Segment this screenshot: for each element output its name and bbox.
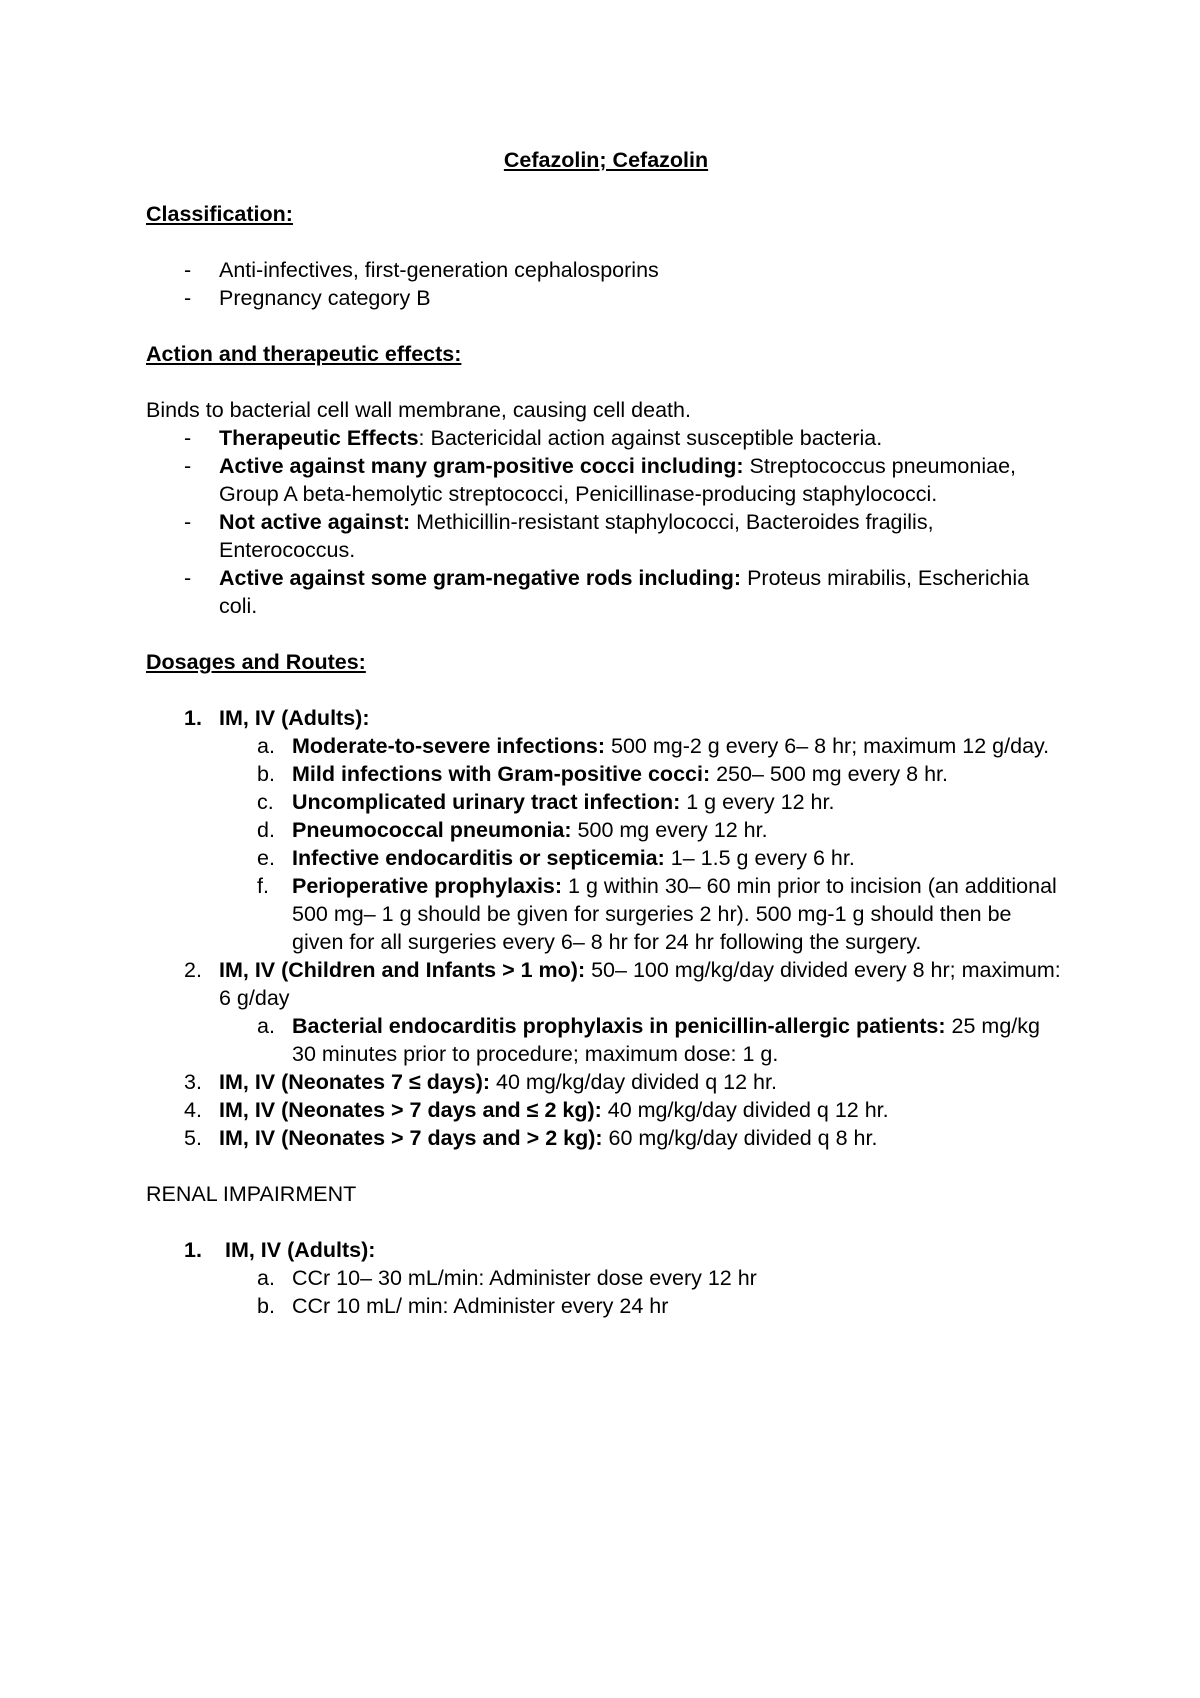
list-item: 5. IM, IV (Neonates > 7 days and > 2 kg): 60 mg/kg/day divided q 8 hr. [184, 1126, 878, 1150]
document-title: Cefazolin; Cefazolin [503, 148, 709, 172]
sub-item: c. Uncomplicated urinary tract infection: 1 g every 12 hr. [257, 790, 835, 814]
list-item: 2. IM, IV (Children and Infants > 1 mo): 50– 100 mg/kg/day divided every 8 hr; maximum: 6 g/day a. Bacterial endocarditis prophylaxis in penicillin-allergic patients: 25 mg/kg 30 minutes prior to procedure; maximum dose: 1 g. [146, 956, 1066, 1068]
list-item: - Anti-infectives, first-generation cephalosporins [184, 258, 659, 282]
list-item: - Therapeutic Effects: Bactericidal action against susceptible bacteria. [184, 426, 883, 450]
renal-heading: RENAL IMPAIRMENT [146, 1182, 357, 1206]
list-item: - Not active against: Methicillin-resistant staphylococci, Bacteroides fragilis, Enterococcus. [184, 510, 934, 562]
sub-list [219, 1012, 1066, 1068]
sub-item: d. Pneumococcal pneumonia: 500 mg every 12 hr. [257, 818, 768, 842]
sub-item: a. Moderate-to-severe infections: 500 mg-2 g every 6– 8 hr; maximum 12 g/day. [257, 734, 1050, 758]
sub-item: b. CCr 10 mL/ min: Administer every 24 hr [257, 1294, 669, 1318]
action-list [146, 424, 1066, 620]
classification-list [146, 256, 1066, 312]
action-heading: Action and therapeutic effects: [146, 342, 462, 366]
list-item: - Pregnancy category B [184, 286, 431, 310]
action-intro: Binds to bacterial cell wall membrane, causing cell death. [146, 398, 691, 422]
list-item: 4. IM, IV (Neonates > 7 days and ≤ 2 kg): 40 mg/kg/day divided q 12 hr. [184, 1098, 889, 1122]
dosages-heading: Dosages and Routes: [146, 650, 366, 674]
sub-list [219, 732, 1066, 956]
sub-item: a. Bacterial endocarditis prophylaxis in penicillin-allergic patients: 25 mg/kg 30 minutes prior to procedure; maximum dose: 1 g. [257, 1014, 1040, 1066]
sub-item: a. CCr 10– 30 mL/min: Administer dose every 12 hr [257, 1266, 757, 1290]
sub-item: e. Infective endocarditis or septicemia: 1– 1.5 g every 6 hr. [257, 846, 855, 870]
document-page [146, 146, 1066, 1320]
renal-list [146, 1236, 1066, 1320]
list-item: - Active against some gram-negative rods including: Proteus mirabilis, Escherichia coli. [184, 566, 1030, 618]
list-item: 1. IM, IV (Adults): a. Moderate-to-severe infections: 500 mg-2 g every 6– 8 hr; maximum 12 g/day. b. Mild infections with Gram-positive cocci: 250– 500 mg every 8 hr. c. Uncomplicated urinary tract infection: 1 g every 12 hr. d. Pneumococcal pneumonia: 500 mg every 12 hr. e. Infective endocarditis or septicemia: 1– 1.5 g every 6 hr. f. Perioperative prophylaxis: 1 g within 30– 60 min prior to incision (an additional 500 mg– 1 g should be given for surgeries 2 hr). 500 mg-1 g should then be given for all surgeries every 6– 8 hr for 24 hr following the surgery. [146, 704, 1066, 956]
dosages-list [146, 704, 1066, 1152]
list-item: 1. IM, IV (Adults): a. CCr 10– 30 mL/min: Administer dose every 12 hr b. CCr 10 mL/ min: Administer every 24 hr [146, 1236, 1066, 1320]
sub-list [219, 1264, 1066, 1320]
classification-heading: Classification: [146, 202, 293, 226]
list-item: 3. IM, IV (Neonates 7 ≤ days): 40 mg/kg/day divided q 12 hr. [184, 1070, 777, 1094]
list-item: - Active against many gram-positive cocci including: Streptococcus pneumoniae, Group A beta-hemolytic streptococci, Penicillinase-producing staphylococci. [184, 454, 1016, 506]
sub-item: b. Mild infections with Gram-positive cocci: 250– 500 mg every 8 hr. [257, 762, 948, 786]
sub-item: f. Perioperative prophylaxis: 1 g within 30– 60 min prior to incision (an additional 500 mg– 1 g should be given for surgeries 2 hr). 500 mg-1 g should then be given for all surgeries every 6– 8 hr for 24 hr following the surgery. [257, 874, 1057, 954]
